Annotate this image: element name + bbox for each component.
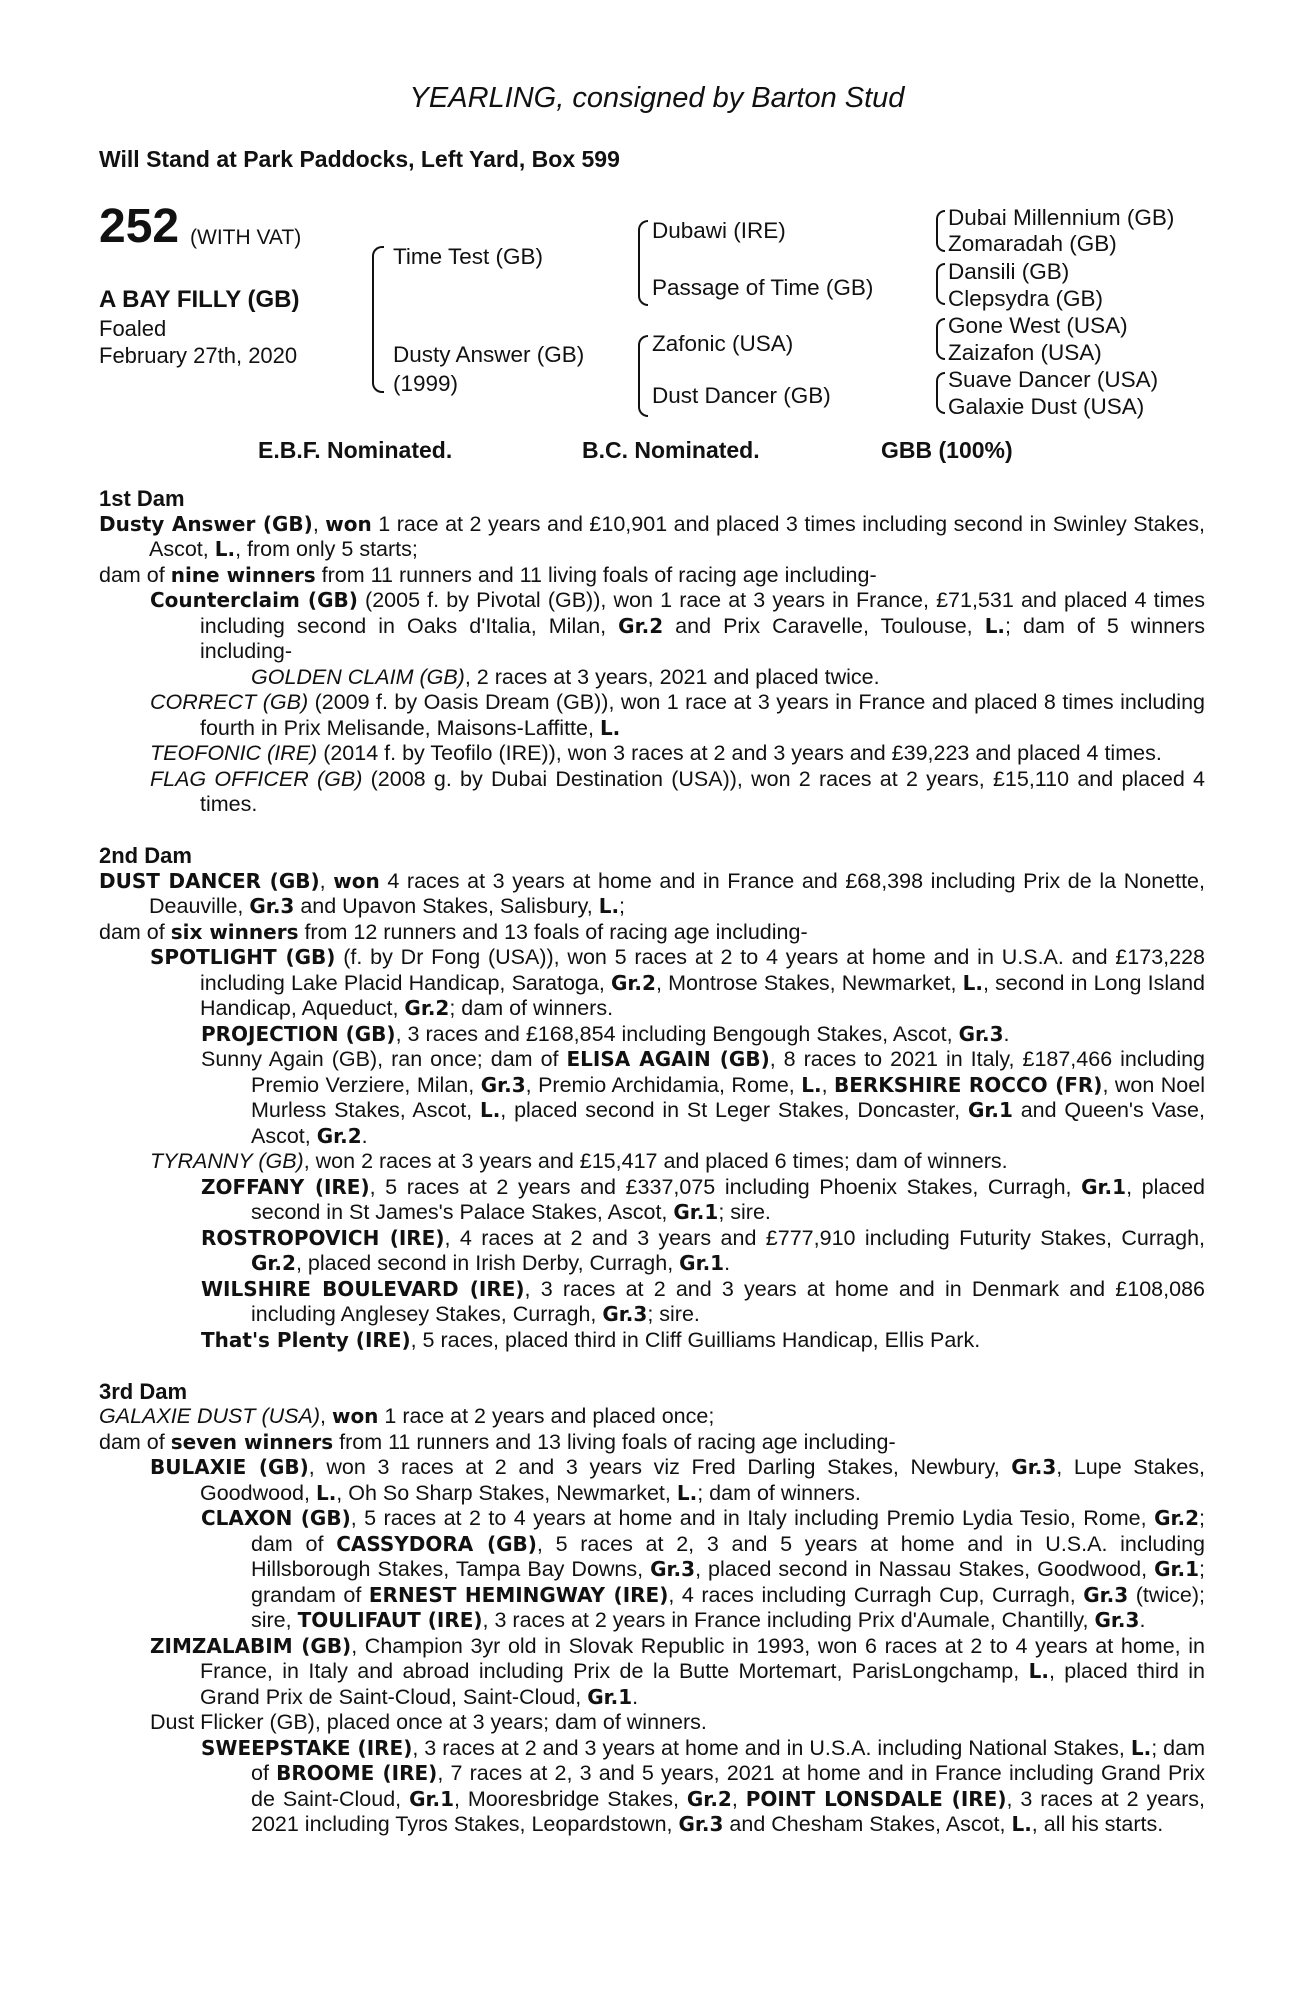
section-heading-1st-dam: 1st Dam — [99, 486, 185, 511]
pedigree-dam-dam: Dust Dancer (GB) — [652, 383, 831, 408]
pedigree-bracket-dam — [638, 335, 648, 417]
pedigree-bracket-sd — [936, 263, 945, 305]
pedigree-entry: ZOFFANY (IRE), 5 races at 2 years and £337,075 including Phoenix Stakes, Curragh, Gr.1, placed second in St James's Palace Stakes, Ascot, Gr.1; sire. — [201, 1174, 1205, 1224]
pedigree-sire-dam: Passage of Time (GB) — [652, 275, 874, 300]
pedigree-entry: TEOFONIC (IRE) (2014 f. by Teofilo (IRE)), won 3 races at 2 and 3 years and £39,223 and placed 4 times. — [150, 741, 1162, 765]
pedigree-entry: ZIMZALABIM (GB), Champion 3yr old in Slovak Republic in 1993, won 6 races at 2 to 4 years at home, in France, in Italy and abroad including Prix de la Butte Mortemart, ParisLongchamp, L., placed third in Grand Prix de Saint-Cloud, Saint-Cloud, Gr.1. — [150, 1633, 1206, 1709]
stand-location: Will Stand at Park Paddocks, Left Yard, Box 599 — [99, 146, 620, 172]
pedigree-sire: Time Test (GB) — [393, 244, 544, 269]
catalogue-body — [99, 486, 1205, 1838]
pedigree-sdd: Clepsydra (GB) — [948, 286, 1104, 311]
ebf-nominated: E.B.F. Nominated. — [258, 437, 453, 463]
pedigree-bracket-gen1 — [372, 246, 384, 393]
page-title: YEARLING, consigned by Barton Stud — [409, 82, 905, 114]
section-2nd-dam — [99, 869, 1205, 1354]
pedigree-entry: FLAG OFFICER (GB) (2008 g. by Dubai Destination (USA)), won 2 races at 2 years, £15,110 and placed 4 times. — [150, 766, 1205, 816]
section-heading-3rd-dam: 3rd Dam — [99, 1378, 188, 1404]
pedigree-entry: dam of six winners from 12 runners and 13 foals of racing age including- — [99, 919, 808, 944]
pedigree-entry: Dust Flicker (GB), placed once at 3 years; dam of winners. — [150, 1710, 707, 1734]
pedigree-ssd: Zomaradah (GB) — [948, 231, 1117, 256]
pedigree-entry: DUST DANCER (GB), won 4 races at 3 years at home and in France and £68,398 including Prix de la Nonette, Deauville, Gr.3 and Upavon Stakes, Salisbury, L.; — [99, 868, 1205, 918]
pedigree-entry: CORRECT (GB) (2009 f. by Oasis Dream (GB)), won 1 race at 3 years in France and placed 8 times including fourth in Prix Melisande, Maisons-Laffitte, L. — [150, 690, 1205, 740]
pedigree-entry: WILSHIRE BOULEVARD (IRE), 3 races at 2 and 3 years at home and in Denmark and £108,086 including Anglesey Stakes, Curragh, Gr.3; sire. — [201, 1276, 1205, 1326]
bc-nominated: B.C. Nominated. — [582, 437, 760, 463]
pedigree-dsd: Zaizafon (USA) — [948, 340, 1102, 365]
pedigree-dam-sire: Zafonic (USA) — [652, 331, 794, 356]
lot-number: 252 — [99, 200, 180, 253]
pedigree-entry: PROJECTION (GB), 3 races and £168,854 including Bengough Stakes, Ascot, Gr.3. — [201, 1021, 1010, 1046]
pedigree-entry: TYRANNY (GB), won 2 races at 3 years and £15,417 and placed 6 times; dam of winners. — [150, 1149, 1008, 1173]
pedigree-entry: CLAXON (GB), 5 races at 2 to 4 years at home and in Italy including Premio Lydia Tesio, Rome, Gr.2; dam of CASSYDORA (GB), 5 races at 2, 3 and 5 years at home and in U.S.A. including Hillsborough Stakes, Tampa Bay Downs, Gr.3, placed second in Nassau Stakes, Goodwood, Gr.1; grandam of ERNEST HEMINGWAY (IRE), 4 races including Curragh Cup, Curragh, Gr.3 (twice); sire, TOULIFAUT (IRE), 3 races at 2 years in France including Prix d'Aumale, Chantilly, Gr.3. — [201, 1506, 1206, 1632]
pedigree-entry: Counterclaim (GB) (2005 f. by Pivotal (GB)), won 1 race at 3 years in France, £71,531 and placed 4 times including second in Oaks d'Italia, Milan, Gr.2 and Prix Caravelle, Toulouse, L.; dam of 5 winners including- — [150, 588, 1205, 663]
pedigree-sire-sire: Dubawi (IRE) — [652, 218, 786, 243]
pedigree-bracket-ss — [936, 210, 945, 252]
foaled-label: Foaled — [99, 316, 167, 341]
pedigree-entry: Sunny Again (GB), ran once; dam of ELISA AGAIN (GB), 8 races to 2021 in Italy, £187,466 including Premio Verziere, Milan, Gr.3, Premio Archidamia, Rome, L., BERKSHIRE ROCCO (FR), won Noel Murless Stakes, Ascot, L., placed second in St Leger Stakes, Doncaster, Gr.1 and Queen's Vase, Ascot, Gr.2. — [201, 1047, 1206, 1148]
foaled-date: February 27th, 2020 — [99, 343, 298, 368]
pedigree-entry: ROSTROPOVICH (IRE), 4 races at 2 and 3 years and £777,910 including Futurity Stakes, Curragh, Gr.2, placed second in Irish Derby, Curragh, Gr.1. — [201, 1225, 1205, 1275]
foaled-info — [99, 315, 297, 369]
section-1st-dam — [99, 512, 1205, 818]
pedigree-entry: GALAXIE DUST (USA), won 1 race at 2 years and placed once; — [99, 1404, 715, 1428]
pedigree-dss: Gone West (USA) — [948, 313, 1128, 338]
pedigree-entry: SWEEPSTAKE (IRE), 3 races at 2 and 3 years at home and in U.S.A. including National Stakes, L.; dam of BROOME (IRE), 7 races at 2, 3 and 5 years, 2021 at home and in France including Grand Prix de Saint-Cloud, Gr.1, Mooresbridge Stakes, Gr.2, POINT LONSDALE (IRE), 3 races at 2 years, 2021 including Tyros Stakes, Leopardstown, Gr.3 and Chesham Stakes, Ascot, L., all his starts. — [201, 1735, 1205, 1836]
horse-name: A BAY FILLY (GB) — [99, 286, 300, 313]
section-3rd-dam — [99, 1404, 1205, 1838]
pedigree-ddd: Galaxie Dust (USA) — [948, 394, 1145, 419]
pedigree-entry: That's Plenty (IRE), 5 races, placed third in Cliff Guilliams Handicap, Ellis Park. — [201, 1327, 981, 1352]
gbb-rating: GBB (100%) — [881, 437, 1013, 463]
pedigree-dam-year: (1999) — [393, 371, 459, 396]
pedigree-sds: Dansili (GB) — [948, 259, 1070, 284]
section-heading-2nd-dam: 2nd Dam — [99, 843, 192, 868]
pedigree-entry: GOLDEN CLAIM (GB), 2 races at 3 years, 2021 and placed twice. — [251, 664, 880, 689]
pedigree-entry: dam of nine winners from 11 runners and 11 living foals of racing age including- — [99, 562, 877, 587]
pedigree-dds: Suave Dancer (USA) — [948, 367, 1159, 392]
pedigree-bracket-ds — [936, 318, 945, 360]
pedigree-bracket-sire — [638, 220, 648, 306]
pedigree-entry: BULAXIE (GB), won 3 races at 2 and 3 years viz Fred Darling Stakes, Newbury, Gr.3, Lupe Stakes, Goodwood, L., Oh So Sharp Stakes, Newmarket, L.; dam of winners. — [150, 1455, 1206, 1505]
pedigree-dam: Dusty Answer (GB) — [393, 342, 585, 367]
pedigree-entry: dam of seven winners from 11 runners and 13 living foals of racing age including- — [99, 1429, 896, 1454]
pedigree-entry: SPOTLIGHT (GB) (f. by Dr Fong (USA)), won 5 races at 2 to 4 years at home and in U.S.A. and £173,228 including Lake Placid Handicap, Saratoga, Gr.2, Montrose Stakes, Newmarket, L., second in Long Island Handicap, Aqueduct, Gr.2; dam of winners. — [150, 945, 1206, 1020]
pedigree-bracket-dd — [936, 372, 945, 414]
pedigree-sss: Dubai Millennium (GB) — [948, 205, 1175, 230]
pedigree-entry: Dusty Answer (GB), won 1 race at 2 years and £10,901 and placed 3 times including second in Swinley Stakes, Ascot, L., from only 5 starts; — [99, 511, 1205, 561]
vat-note: (WITH VAT) — [190, 226, 302, 249]
